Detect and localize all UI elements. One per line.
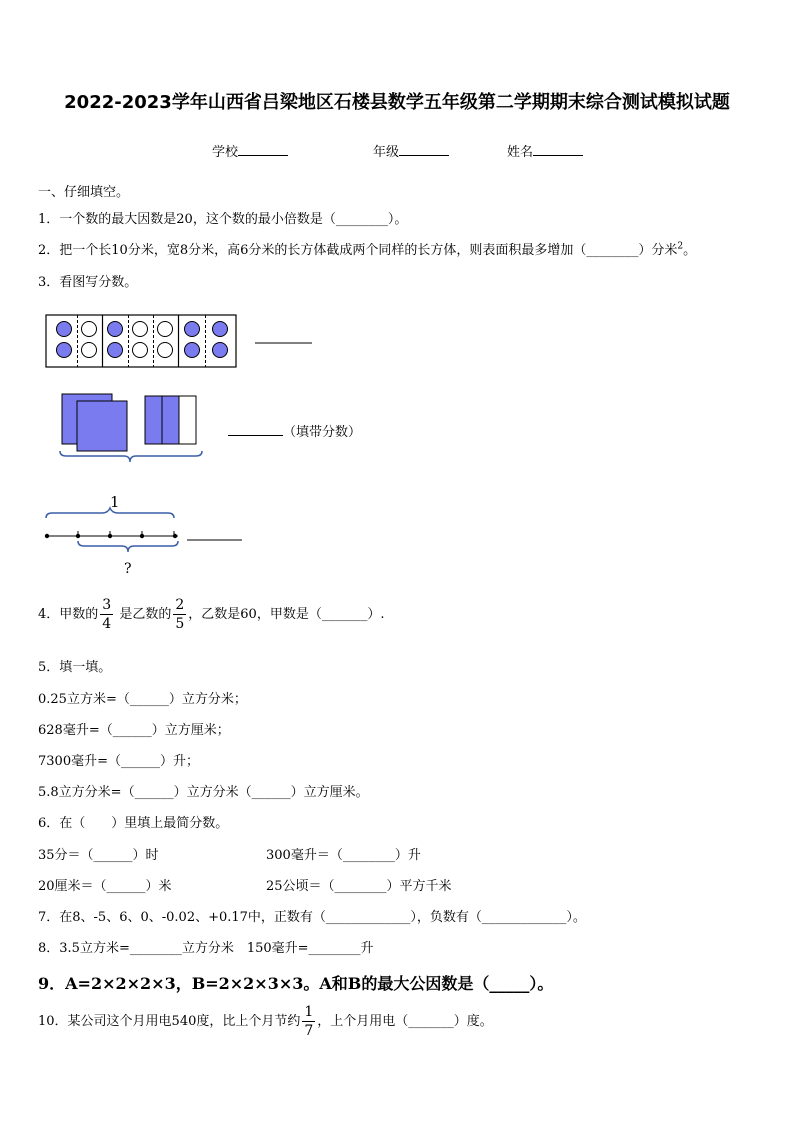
grade-blank[interactable] <box>399 144 449 156</box>
fraction-1-7: $\frac{1}{7}$ <box>304 1004 314 1039</box>
question-4-suffix: ，乙数是60，甲数是（_______）. <box>188 607 385 622</box>
school-label: 学校 <box>212 145 239 160</box>
question-7: 7．在8、-5、6、0、-0.02、+0.17中，正数有（_____________），负数有（_____________）。 <box>38 910 586 925</box>
fraction-3-4: $\frac{3}{4}$ <box>102 597 112 632</box>
question-5-line: 0.25立方米=（______）立方分米； <box>38 692 247 707</box>
mixed-number-answer <box>228 421 361 440</box>
question-3: 3．看图写分数。 <box>38 275 138 290</box>
question-5-title: 5．填一填。 <box>38 660 112 675</box>
question-6-d: 25公顷＝（________）平方千米 <box>266 879 452 894</box>
circle-grid-figure <box>44 313 324 371</box>
question-2-superscript: 2 <box>677 241 684 252</box>
question-6-c: 20厘米＝（______）米 <box>38 879 172 894</box>
name-label: 姓名 <box>507 145 534 160</box>
grade-field <box>373 141 449 160</box>
section-heading: 一、仔细填空。 <box>38 185 130 200</box>
page-title: 2022-2023学年山西省吕梁地区石楼县数学五年级第二学期期末综合测试模拟试题 <box>64 92 730 113</box>
number-line-one-label: 1 <box>110 493 120 511</box>
question-8: 8．3.5立方米=________立方分米 150毫升=________升 <box>38 941 374 956</box>
mixed-number-blank[interactable] <box>228 424 283 436</box>
question-9: 9．A=2×2×2×3，B=2×2×3×3。A和B的最大公因数是（_____）。 <box>38 974 554 993</box>
question-4 <box>38 598 384 631</box>
question-6-b: 300毫升＝（________）升 <box>266 848 421 863</box>
squares-figure <box>56 392 246 464</box>
question-1: 1．一个数的最大因数是20，这个数的最小倍数是（________）。 <box>38 212 408 227</box>
number-line-question-label: ? <box>124 561 132 577</box>
number-line-figure <box>38 488 248 580</box>
question-5-line: 628毫升=（______）立方厘米； <box>38 723 230 738</box>
fraction-2-5: $\frac{2}{5}$ <box>175 597 185 632</box>
name-field <box>507 141 583 160</box>
question-4-mid: 是乙数的 <box>119 607 172 622</box>
question-10-prefix: 10．某公司这个月用电540度，比上个月节约 <box>38 1014 301 1029</box>
name-blank[interactable] <box>533 144 583 156</box>
question-2-end: 。 <box>683 243 697 258</box>
question-5-line: 5.8立方分米=（______）立方分米（______）立方厘米。 <box>38 785 369 800</box>
question-2-text: 2．把一个长10分米，宽8分米，高6分米的长方体截成两个同样的长方体，则表面积最多增加（________）分米 <box>38 243 678 258</box>
question-4-prefix: 4．甲数的 <box>38 607 99 622</box>
school-field <box>212 141 288 160</box>
question-6-a: 35分＝（______）时 <box>38 848 159 863</box>
question-10-suffix: ，上个月用电（_______）度。 <box>317 1014 493 1029</box>
question-2 <box>38 239 696 258</box>
question-5-line: 7300毫升=（______）升； <box>38 754 199 769</box>
school-blank[interactable] <box>238 144 288 156</box>
question-6-title: 6．在（ ）里填上最简分数。 <box>38 816 229 831</box>
question-10 <box>38 1005 493 1038</box>
mixed-number-label: （填带分数） <box>283 425 362 440</box>
grade-label: 年级 <box>373 145 400 160</box>
